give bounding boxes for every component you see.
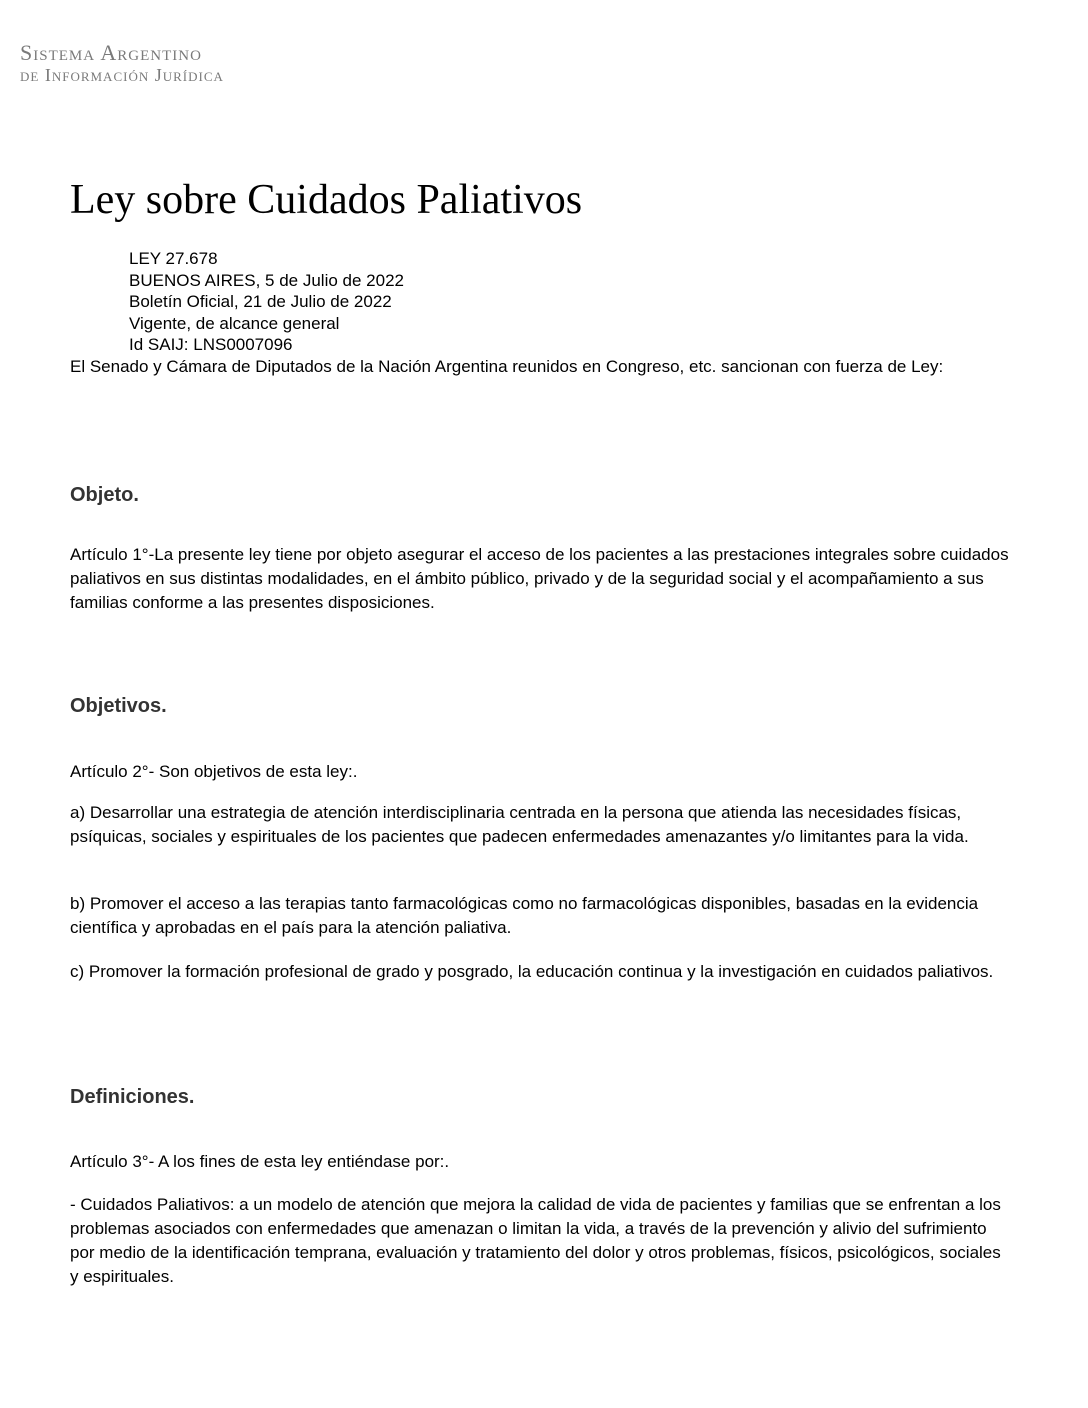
- article-2-item-b: b) Promover el acceso a las terapias tanto farmacológicas como no farmacológicas disponibles, basadas en la evidencia científica y aprobadas en el país para la atención paliativa.: [70, 894, 979, 937]
- law-status: Vigente, de alcance general: [129, 313, 340, 333]
- article-2-item-a: a) Desarrollar una estrategia de atención interdisciplinaria centrada en la persona que atienda las necesidades físicas, psíquicas, sociales y espirituales de los pacientes que padecen enfermedades amenazantes y/o limitantes para la vida.: [70, 803, 969, 846]
- article-3-definition-cuidados-paliativos: - Cuidados Paliativos: a un modelo de atención que mejora la calidad de vida de pacientes y familias que se enfrentan a los problemas asociados con enfermedades que amenazan o limitan la vida, a través de la prevención y alivio del sufrimiento por medio de la identificación temprana, evaluación y tratamiento del dolor y otros problemas, físicos, psicológicos, sociales y espirituales.: [70, 1195, 1001, 1286]
- logo-line-2: de Información Jurídica: [20, 65, 224, 85]
- saij-logo: [20, 42, 224, 86]
- article-2-item-c: c) Promover la formación profesional de grado y posgrado, la educación continua y la investigación en cuidados paliativos.: [70, 962, 994, 981]
- law-metadata: [129, 248, 404, 356]
- preamble: El Senado y Cámara de Diputados de la Nación Argentina reunidos en Congreso, etc. sancionan con fuerza de Ley:: [70, 357, 944, 376]
- section-heading-objetivos: Objetivos.: [70, 695, 167, 717]
- document-title: Ley sobre Cuidados Paliativos: [70, 177, 583, 223]
- section-heading-objeto: Objeto.: [70, 484, 139, 506]
- law-number: LEY 27.678: [129, 249, 218, 268]
- article-1: Artículo 1°-La presente ley tiene por objeto asegurar el acceso de los pacientes a las prestaciones integrales sobre cuidados paliativos en sus distintas modalidades, en el ámbito público, privado y de la seguridad social y el acompañamiento a sus familias conforme a las presentes disposiciones.: [70, 545, 1009, 612]
- article-2-intro: Artículo 2°- Son objetivos de esta ley:.: [70, 762, 358, 781]
- official-bulletin-date: Boletín Oficial, 21 de Julio de 2022: [129, 292, 392, 311]
- saij-id: Id SAIJ: LNS0007096: [129, 335, 293, 354]
- section-heading-definiciones: Definiciones.: [70, 1086, 195, 1108]
- article-3-intro: Artículo 3°- A los fines de esta ley entiéndase por:.: [70, 1152, 450, 1171]
- logo-line-1: Sistema Argentino: [20, 40, 202, 65]
- law-place-date: BUENOS AIRES, 5 de Julio de 2022: [129, 270, 404, 290]
